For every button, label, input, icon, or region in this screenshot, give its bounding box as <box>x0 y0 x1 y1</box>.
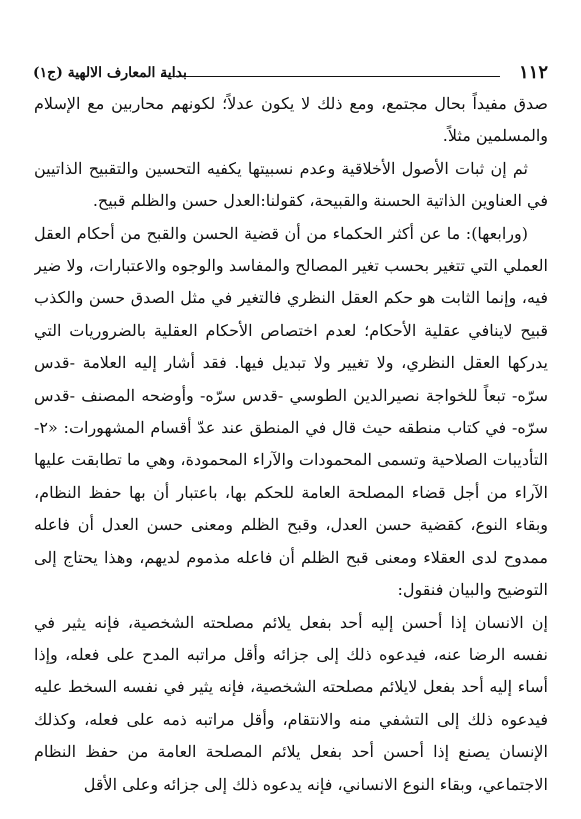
page-number: ١١٢ <box>518 62 548 83</box>
header-rule <box>161 76 500 77</box>
page-body <box>34 88 548 801</box>
paragraph-continuation: صدق مفيداً بحال مجتمع، ومع ذلك لا يكون عدلاً؛ لكونهم محاربين مع الإسلام والمسلمين مثلاً. <box>34 94 548 146</box>
paragraph-human-response: إن الانسان إذا أحسن إليه أحد بفعل يلائم مصلحته الشخصية، فإنه يثير في نفسه الرضا عنه، فيدعوه ذلك إلى جزائه وأقل مراتبه المدح على فعله، وإذا أساء إليه أحد بفعل لايلائم مصلحته الشخصية، فإنه يثير في نفسه السخط عليه فيدعوه ذلك إلى التشفي منه والانتقام، وأقل مراتبه ذمه على فعله، وكذلك الإنسان يصنع إذا أحسن أحد بفعل يلائم المصلحة العامة من حفظ النظام الاجتماعي، وبقاء النوع الانساني، فإنه يدعوه ذلك إلى جزائه وعلى الأقل <box>34 612 548 794</box>
page-header <box>33 62 548 84</box>
running-title: بداية المعارف الالهية (ج١) <box>33 65 187 81</box>
paragraph-fourth-view: (ورابعها): ما عن أكثر الحكماء من أن قضية الحسن والقبح من أحكام العقل العملي التي تتغير بحسب تغير المصالح والمفاسد والوجوه والاعتبارات، ولا ضير فيه، وإنما الثابت هو حكم العقل النظري فالتغير في مثل الصدق حسن والكذب قبيح لاينافي عقلية الأحكام؛ لعدم اختصاص الأحكام العقلية بالضروريات التي يدركها العقل النظري، ولا تغيير ولا تبديل فيها. فقد أشار إليه العلامة -قدس سرّه- تبعاً للخواجة نصيرالدين الطوسي -قدس سرّه- وأوضحه المصنف -قدس سرّه- في كتاب منطقه حيث قال في المنطق عند عدّ أقسام المشهورات: «٢- التأديبات الصلاحية وتسمى المحمودات والآراء المحمودة، وهي ما تطابقت عليها الآراء من أجل قضاء المصلحة العامة للحكم بها، باعتبار أن بها حفظ النظام، وبقاء النوع، كقضية حسن العدل، وقبح الظلم ومعنى حسن العدل أن فاعله ممدوح لدى العقلاء ومعنى قبح الظلم أن فاعله مذموم لديهم، وهذا يحتاج إلى التوضيح والبيان فنقول: <box>34 223 548 600</box>
paragraph-moral-principles: ثم إن ثبات الأصول الأخلاقية وعدم نسبيتها يكفيه التحسين والتقبيح الذاتيين في العناوين الذاتية الحسنة والقبيحة، كقولنا:العدل حسن والظلم قبيح. <box>34 158 548 211</box>
